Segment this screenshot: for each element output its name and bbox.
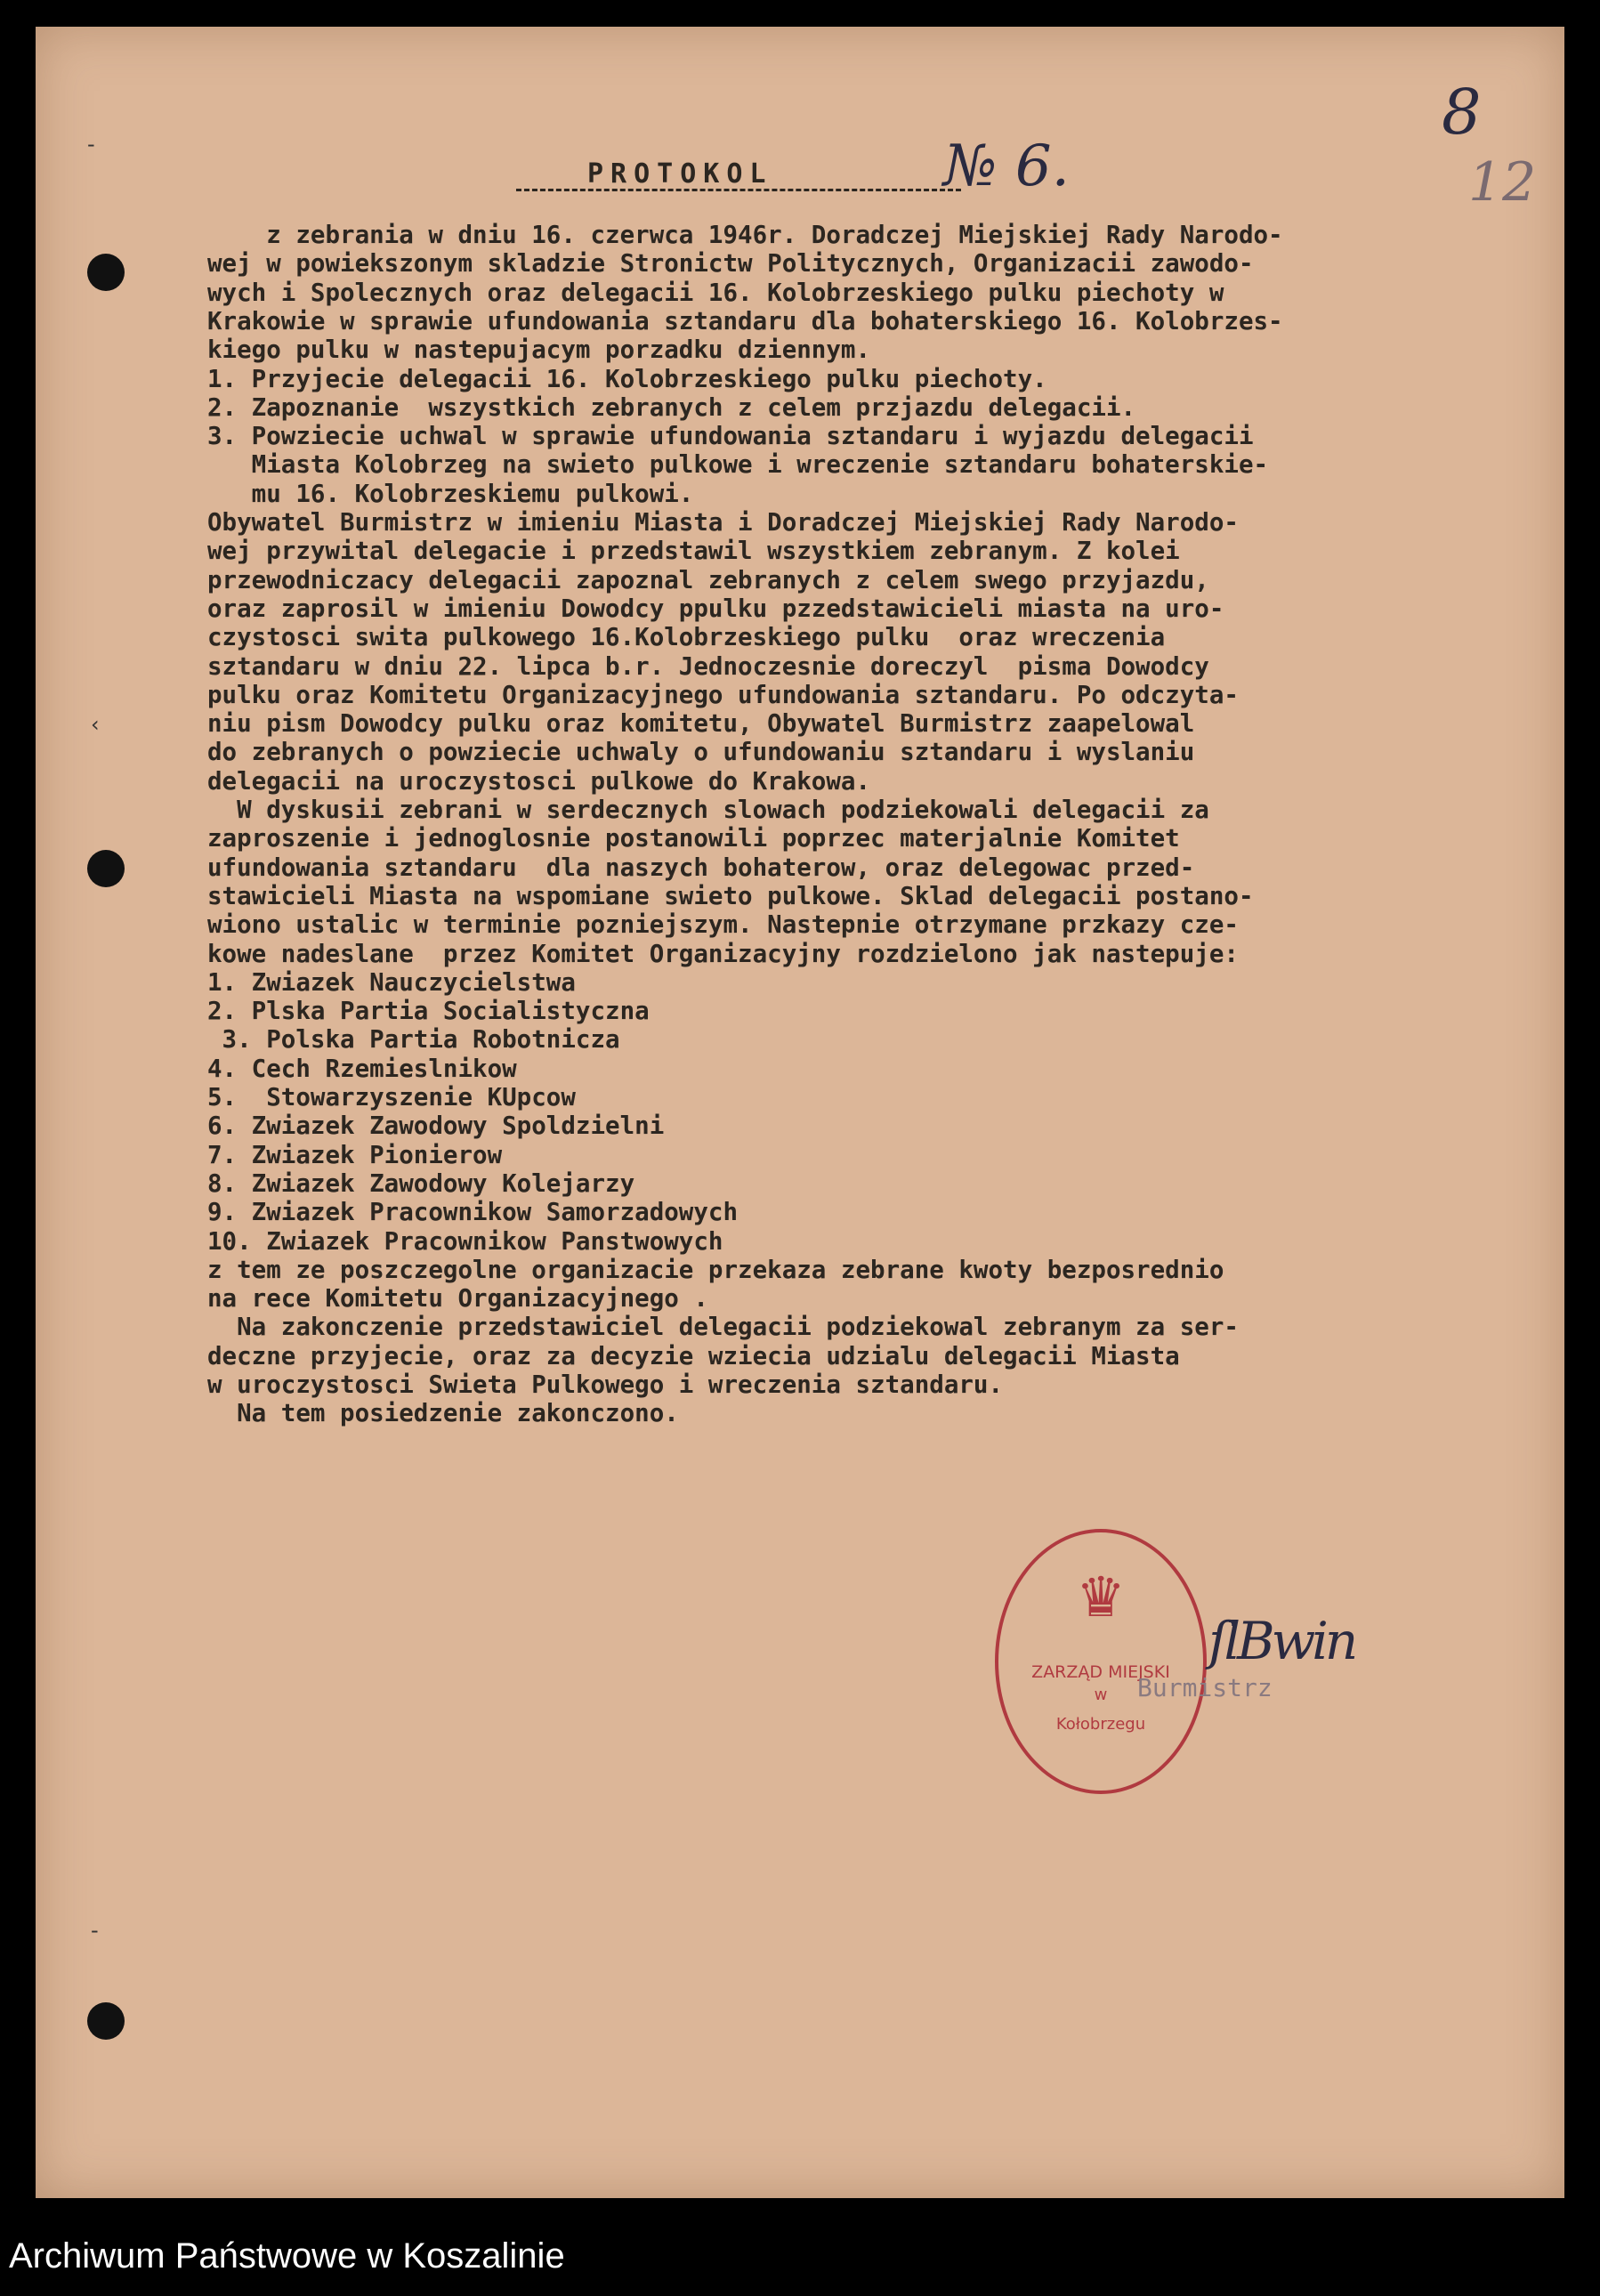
text-line: 8. Zwiazek Zawodowy Kolejarzy — [207, 1168, 635, 1198]
text-line: do zebranych o powziecie uchwaly o ufundowaniu sztandaru i wyslaniu — [207, 738, 1195, 767]
text-line: Na zakonczenie przedstawiciel delegacii podziekowal zebranym za ser- — [207, 1313, 1239, 1342]
text-line: oraz zaprosil w imieniu Dowodcy ppulku pzzedstawicieli miasta na uro- — [207, 594, 1224, 623]
official-stamp — [995, 1529, 1207, 1794]
text-line: 3. Polska Partia Robotnicza — [207, 1025, 620, 1055]
document-title: PROTOKOL — [587, 158, 773, 190]
text-line: Obywatel Burmistrz w imieniu Miasta i Doradczej Miejskiej Rady Narodo- — [207, 508, 1239, 537]
text-line: wych i Spolecznych oraz delegacii 16. Kolobrzeskiego pulku piechoty w — [207, 278, 1224, 307]
text-line: 10. Zwiazek Pracownikow Panstwowych — [207, 1226, 723, 1256]
text-line: mu 16. Kolobrzeskiemu pulkowi. — [207, 479, 694, 508]
text-line: 4. Cech Rzemieslnikow — [207, 1054, 517, 1083]
text-line: deczne przyjecie, oraz za decyzie wziecia udzialu delegacii Miasta — [207, 1341, 1180, 1370]
text-line: wej przywital delegacie i przedstawil wszystkiem zebranym. Z kolei — [207, 537, 1180, 566]
text-line: W dyskusii zebrani w serdecznych slowach podziekowali delegacii za — [207, 796, 1209, 824]
text-line: kowe nadeslane przez Komitet Organizacyjny rozdzielono jak nastepuje: — [207, 939, 1239, 968]
punch-hole — [87, 850, 125, 887]
text-line: niu pism Dowodcy pulku oraz komitetu, Obywatel Burmistrz zaapelowal — [207, 709, 1195, 739]
tick-mark: - — [91, 1918, 99, 1943]
text-line: Na tem posiedzenie zakonczono. — [207, 1399, 679, 1428]
document-page — [36, 27, 1564, 2198]
stamp-line-2: w — [1094, 1686, 1108, 1704]
punch-hole — [87, 2002, 125, 2040]
punch-hole — [87, 254, 125, 291]
text-line: czystosci swita pulkowego 16.Kolobrzeskiego pulku oraz wreczenia — [207, 623, 1166, 652]
text-line: 3. Powziecie uchwal w sprawie ufundowania sztandaru i wyjazdu delegacii — [207, 422, 1254, 451]
archive-footer: Archiwum Państwowe w Koszalinie — [9, 2236, 565, 2276]
text-line: stawicieli Miasta na wspomiane swieto pulkowe. Sklad delegacii postano- — [207, 881, 1254, 910]
stamp-line-3: Kołobrzegu — [1055, 1715, 1146, 1734]
title-underline — [516, 189, 961, 191]
text-line: z zebrania w dniu 16. czerwca 1946r. Doradczej Miejskiej Rady Narodo- — [207, 221, 1283, 249]
text-line: na rece Komitetu Organizacyjnego . — [207, 1284, 708, 1314]
text-line: Miasta Kolobrzeg na swieto pulkowe i wreczenie sztandaru bohaterskie- — [207, 450, 1269, 480]
text-line: kiego pulku w nastepujacym porzadku dziennym. — [207, 336, 871, 365]
text-line: 5. Stowarzyszenie KUpcow — [207, 1083, 576, 1112]
text-line: w uroczystosci Swieta Pulkowego i wreczenia sztandaru. — [207, 1370, 1004, 1399]
text-line: delegacii na uroczystosci pulkowe do Krakowa. — [207, 766, 871, 796]
text-line: Krakowie w sprawie ufundowania sztandaru dla bohaterskiego 16. Kolobrzes- — [207, 306, 1283, 336]
eagle-icon: ♛ — [1076, 1564, 1126, 1629]
tick-mark: ‹ — [91, 712, 100, 737]
text-line: ufundowania sztandaru dla naszych bohaterow, oraz delegowac przed- — [207, 853, 1195, 882]
text-line: 2. Plska Partia Socialistyczna — [207, 997, 650, 1026]
text-line: wiono ustalic w terminie pozniejszym. Nastepnie otrzymane przkazy cze- — [207, 910, 1239, 940]
text-line: 7. Zwiazek Pionierow — [207, 1140, 503, 1169]
page-number-crossed: 12 — [1468, 151, 1537, 214]
text-line: z tem ze poszczegolne organizacie przekaza zebrane kwoty bezposrednio — [207, 1255, 1224, 1284]
text-line: 1. Zwiazek Nauczycielstwa — [207, 967, 576, 997]
tick-mark: - — [87, 132, 95, 157]
signature: ſlBwin — [1208, 1611, 1355, 1671]
text-line: 6. Zwiazek Zawodowy Spoldzielni — [207, 1112, 665, 1141]
text-line: zaproszenie i jednoglosnie postanowili poprzec materjalnie Komitet — [207, 824, 1180, 853]
text-line: 2. Zapoznanie wszystkich zebranych z celem przjazdu delegacii. — [207, 392, 1136, 422]
text-line: pulku oraz Komitetu Organizacyjnego ufundowania sztandaru. Po odczyta- — [207, 680, 1239, 709]
text-line: 9. Zwiazek Pracownikow Samorzadowych — [207, 1198, 739, 1227]
page-number: 8 — [1442, 76, 1482, 149]
text-line: 1. Przyjecie delegacii 16. Kolobrzeskiego pulku piechoty. — [207, 364, 1047, 393]
document-number: № 6. — [943, 133, 1070, 199]
stamp-line-1: ZARZĄD MIEJSKI — [1031, 1662, 1170, 1682]
text-line: sztandaru w dniu 22. lipca b.r. Jednoczesnie doreczyl pisma Dowodcy — [207, 651, 1209, 681]
signature-title: Burmistrz — [1137, 1673, 1273, 1702]
text-line: wej w powiekszonym skladzie Stronictw Politycznych, Organizacii zawodo- — [207, 249, 1254, 279]
text-line: przewodniczacy delegacii zapoznal zebranych z celem swego przyjazdu, — [207, 565, 1209, 594]
